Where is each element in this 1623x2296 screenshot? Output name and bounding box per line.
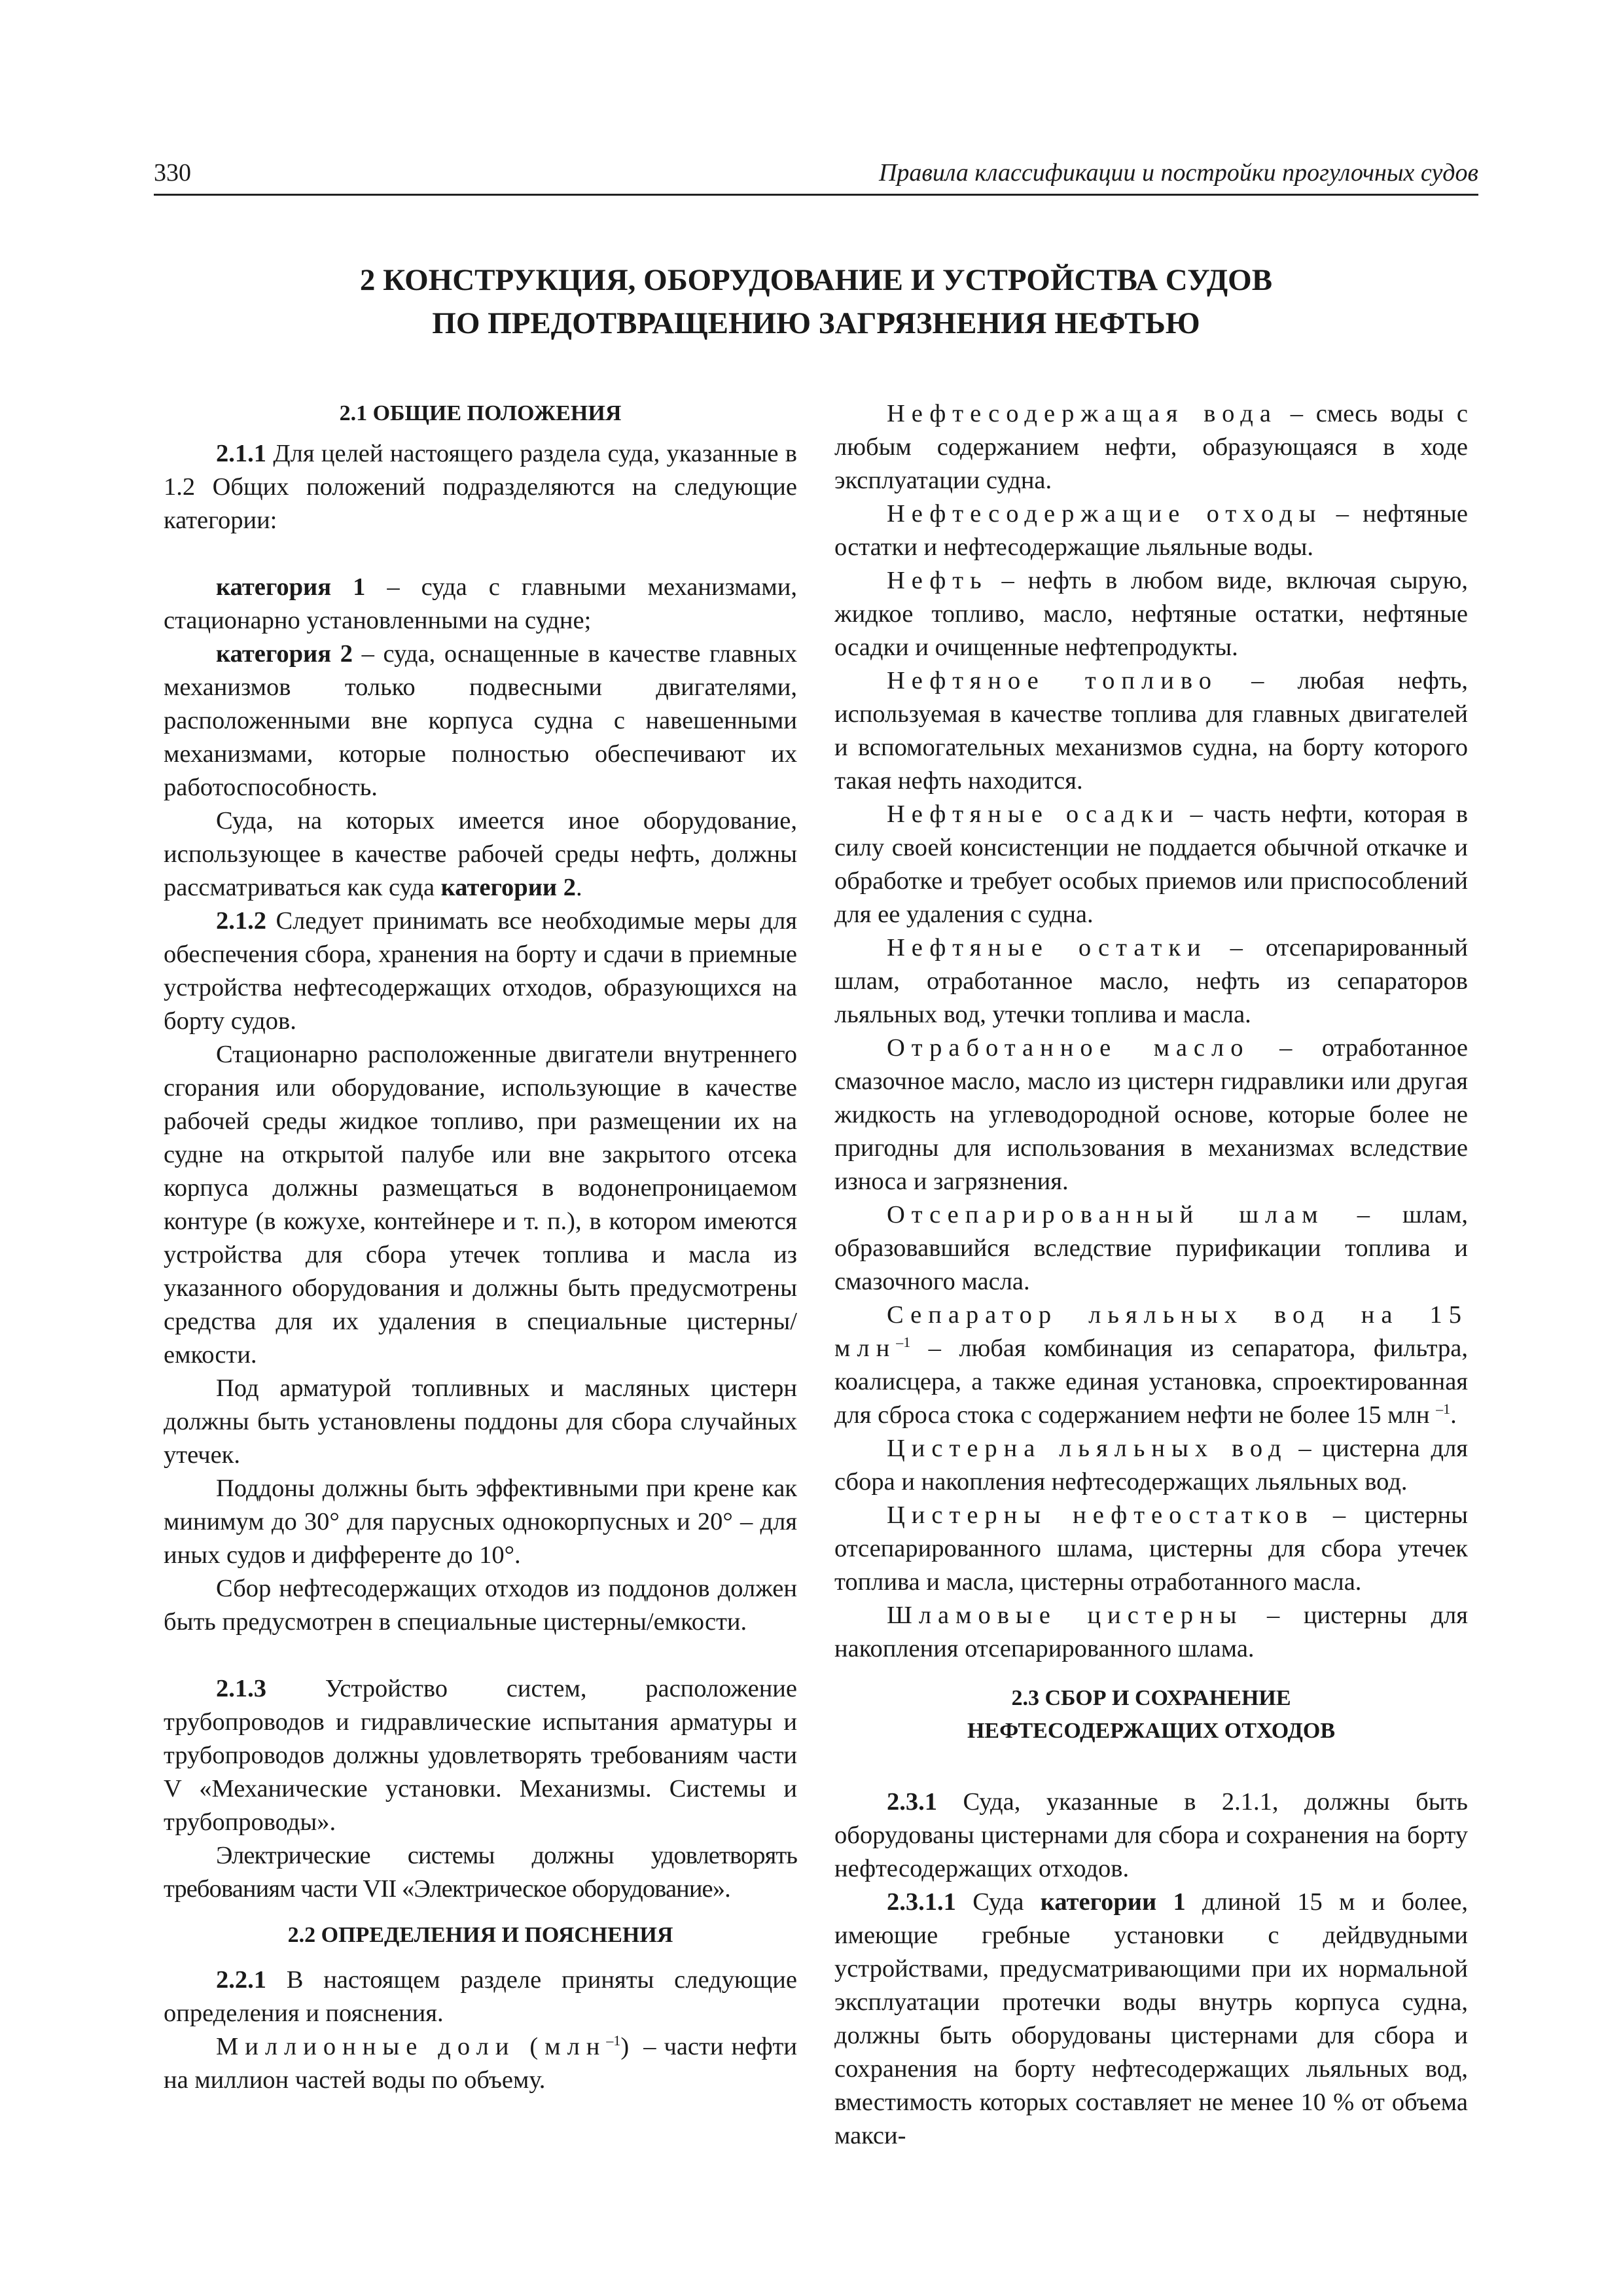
paragraph-text: Суда, указанные в 2.1.1, должны быть оборудованы цистернами для сбора и сохранения на борту нефтесодержащих отходов. [834, 1788, 1468, 1882]
definition-text: – смесь воды с любым содержанием нефти, образующаяся в ходе эксплуатации судна. [834, 400, 1469, 494]
definition-term: Цистерна льяльных вод [887, 1435, 1288, 1462]
section-heading-2-1: 2.1 ОБЩИЕ ПОЛОЖЕНИЯ [339, 401, 622, 425]
definition-text: – шлам, образовавшийся вследствие пурификации топлива и смазочного масла. [834, 1201, 1468, 1295]
category-ref: категории 2 [440, 874, 576, 901]
definition-bilge-tank [834, 1432, 1468, 1499]
definition-oily-water [834, 397, 1468, 497]
definition-term: Нефть [887, 567, 988, 594]
category-label: категория 1 [216, 573, 366, 601]
definition-oily-waste [834, 497, 1468, 564]
definition-text: – часть нефти, которая в силу своей консистенции не поддается обычной откачке и обработке и требует особых приемов или приспособлений для ее удаления с судна. [834, 800, 1468, 928]
section-heading-line-2: НЕФТЕСОДЕРЖАЩИХ ОТХОДОВ [967, 1719, 1335, 1743]
definition-text: – нефть в любом виде, включая сырую, жидкое топливо, масло, нефтяные остатки, нефтяные осадки и очищенные нефтепродукты. [834, 567, 1468, 661]
paragraph-other-equipment [164, 804, 797, 905]
paragraph-text-cont: длиной 15 м и более, имеющие гребные установки с дейдвудными устройствами, предусматривающими при их нормальной эксплуатации протечки воды внутрь корпуса судна, должны быть оборудованы цистернами для сбора и сохранения на борту нефтесодержащих льяльных вод, вместимость которых составляет не менее 10 % от объема макси- [834, 1888, 1468, 2149]
paragraph-2-3-1 [834, 1785, 1468, 1886]
category-2-item [164, 637, 797, 804]
definition-term: Нефтесодержащие отходы [887, 500, 1323, 528]
section-heading-line-1: 2.3 СБОР И СОХРАНЕНИЕ [1011, 1686, 1291, 1710]
definition-oil-residue [834, 931, 1468, 1031]
category-text: – суда с главными механизмами, стационарно установленными на судне; [164, 573, 797, 634]
definition-term: Нефтяные осадки [887, 800, 1180, 828]
clause-number: 2.1.2 [216, 907, 266, 935]
paragraph-2-1-2 [164, 905, 797, 1038]
paragraph-text: Для целей настоящего раздела суда, указанные в 1.2 Общих положений подразделяются на следующие категории: [164, 440, 797, 534]
category-label: категория 2 [216, 640, 353, 668]
category-1-item [164, 571, 797, 637]
paragraph-trays: Под арматурой топливных и масляных цистерн должны быть установлены поддоны для сбора случайных утечек. [164, 1374, 797, 1469]
definition-sludge-tanks [834, 1599, 1468, 1666]
paragraph-electrical: Электрические системы должны удовлетворять требованиям части VII «Электрическое оборудование». [164, 1842, 797, 1903]
definition-term: Нефтяное топливо [887, 667, 1218, 694]
definition-used-oil [834, 1031, 1468, 1198]
definition-text: – цистерны для накопления отсепарированного шлама. [834, 1602, 1468, 1662]
paragraph-text: Устройство систем, расположение трубопроводов и гидравлические испытания арматуры и трубопроводов должны удовлетворять требованиям части V «Механические установки. Механизмы. Системы и трубопроводы». [164, 1675, 797, 1836]
paragraph-collection: Сбор нефтесодержащих отходов из поддонов должен быть предусмотрен в специальные цистерны/емкости. [164, 1575, 797, 1636]
paragraph-text-end: . [575, 874, 582, 901]
definition-fuel-oil [834, 664, 1468, 798]
running-title: Правила классификации и постройки прогулочных судов [878, 159, 1478, 187]
clause-number: 2.1.3 [216, 1675, 266, 1702]
superscript: –1 [1436, 1401, 1451, 1418]
definition-text: – отработанное смазочное масло, масло из цистерн гидравлики или другая жидкость на углеводородной основе, которые более не пригодны для использования в механизмах вследствие износа и загрязнения. [834, 1034, 1468, 1195]
definition-term: Шламовые цистерны [887, 1602, 1243, 1629]
paragraph-engines: Стационарно расположенные двигатели внутреннего сгорания или оборудование, использующие в качестве рабочей среды жидкое топливо, при размещении их на судне на открытой палубе или вне закрытого отсека корпуса должны размещаться в водонепроницаемом контуре (в кожухе, контейнере и т. п.), в котором имеются устройства для сбора утечек топлива и масла из указанного оборудования и должны быть предусмотрены средства для их удаления в специальные цистерны/емкости. [164, 1041, 797, 1369]
clause-number: 2.3.1.1 [887, 1888, 956, 1916]
definition-text: – части нефти на миллион частей воды по объему. [164, 2033, 797, 2094]
clause-number: 2.2.1 [216, 1966, 266, 1994]
definition-bilge-separator [834, 1299, 1468, 1432]
section-heading-2-3 [834, 1682, 1468, 1748]
paragraph-2-1-1 [164, 437, 797, 537]
chapter-title-line-2: ПО ПРЕДОТВРАЩЕНИЮ ЗАГРЯЗНЕНИЯ НЕФТЬЮ [432, 306, 1200, 340]
definition-text: – любая нефть, используемая в качестве топлива для главных двигателей и вспомогательных механизмов судна, на борту которого такая нефть находится. [834, 667, 1468, 795]
definition-term: Миллионные доли (млн [216, 2033, 607, 2060]
definition-text: – отсепарированный шлам, отработанное масло, нефть из сепараторов льяльных вод, утечки топлива и масла. [834, 934, 1468, 1028]
paragraph-text: Суда [955, 1888, 1041, 1916]
definition-term: Отсепарированный шлам [887, 1201, 1325, 1229]
definition-oil-sediment [834, 798, 1468, 931]
definition-term-end: ) [620, 2033, 636, 2060]
superscript: –1 [896, 1334, 911, 1351]
section-heading-2-2: 2.2 ОПРЕДЕЛЕНИЯ И ПОЯСНЕНИЯ [287, 1923, 673, 1947]
chapter-title [154, 259, 1478, 345]
definition-term: Сепаратор льяльных вод на 15 млн [834, 1301, 1468, 1362]
paragraph-text: Суда, на которых имеется иное оборудование, использующее в качестве рабочей среды нефть, должны рассматриваться как суда [164, 807, 797, 901]
chapter-title-line-1: 2 КОНСТРУКЦИЯ, ОБОРУДОВАНИЕ И УСТРОЙСТВА СУДОВ [359, 263, 1273, 297]
page-number: 330 [154, 159, 191, 187]
superscript: –1 [606, 2032, 621, 2049]
paragraph-text: В настоящем разделе приняты следующие определения и пояснения. [164, 1966, 797, 2027]
definition-text: – нефтяные остатки и нефтесодержащие льяльные воды. [834, 500, 1468, 561]
paragraph-2-1-3 [164, 1672, 797, 1839]
definition-term: Нефтяные остатки [887, 934, 1207, 961]
definition-text: – любая комбинация из сепаратора, фильтра, коалисцера, а также единая установка, спроектированная для сброса стока с содержанием нефти не более 15 млн [834, 1335, 1468, 1429]
paragraph-2-3-1-1 [834, 1886, 1468, 2153]
category-text: – суда, оснащенные в качестве главных механизмов только подвесными двигателями, расположенными вне корпуса судна с навешенными механизмами, которые полностью обеспечивают их работоспособность. [164, 640, 797, 801]
definition-text-end: . [1450, 1401, 1457, 1429]
definition-separated-sludge [834, 1198, 1468, 1299]
page-header [154, 154, 1478, 196]
definition-residue-tanks [834, 1499, 1468, 1599]
definition-text: – цистерны отсепарированного шлама, цистерны для сбора утечек топлива и масла, цистерны отработанного масла. [834, 1501, 1468, 1596]
definition-term: Нефтесодержащая вода [887, 400, 1277, 427]
definition-term: Отработанное масло [887, 1034, 1250, 1062]
clause-number: 2.3.1 [887, 1788, 937, 1816]
paragraph-text: Следует принимать все необходимые меры для обеспечения сбора, хранения на борту и сдачи в приемные устройства нефтесодержащих отходов, образующихся на борту судов. [164, 907, 797, 1035]
paragraph-2-2-1 [164, 1964, 797, 2030]
definition-term: Цистерны нефтеостатков [887, 1501, 1314, 1529]
category-ref: категории 1 [1040, 1888, 1186, 1916]
paragraph-trays-efficiency: Поддоны должны быть эффективными при крене как минимум до 30° для парусных однокорпусных и 20° – для иных судов и дифференте до 10°. [164, 1475, 797, 1569]
definition-text: – цистерна для сбора и накопления нефтесодержащих льяльных вод. [834, 1435, 1468, 1496]
definition-ppm [164, 2030, 797, 2097]
clause-number: 2.1.1 [216, 440, 266, 467]
definition-oil [834, 564, 1468, 664]
